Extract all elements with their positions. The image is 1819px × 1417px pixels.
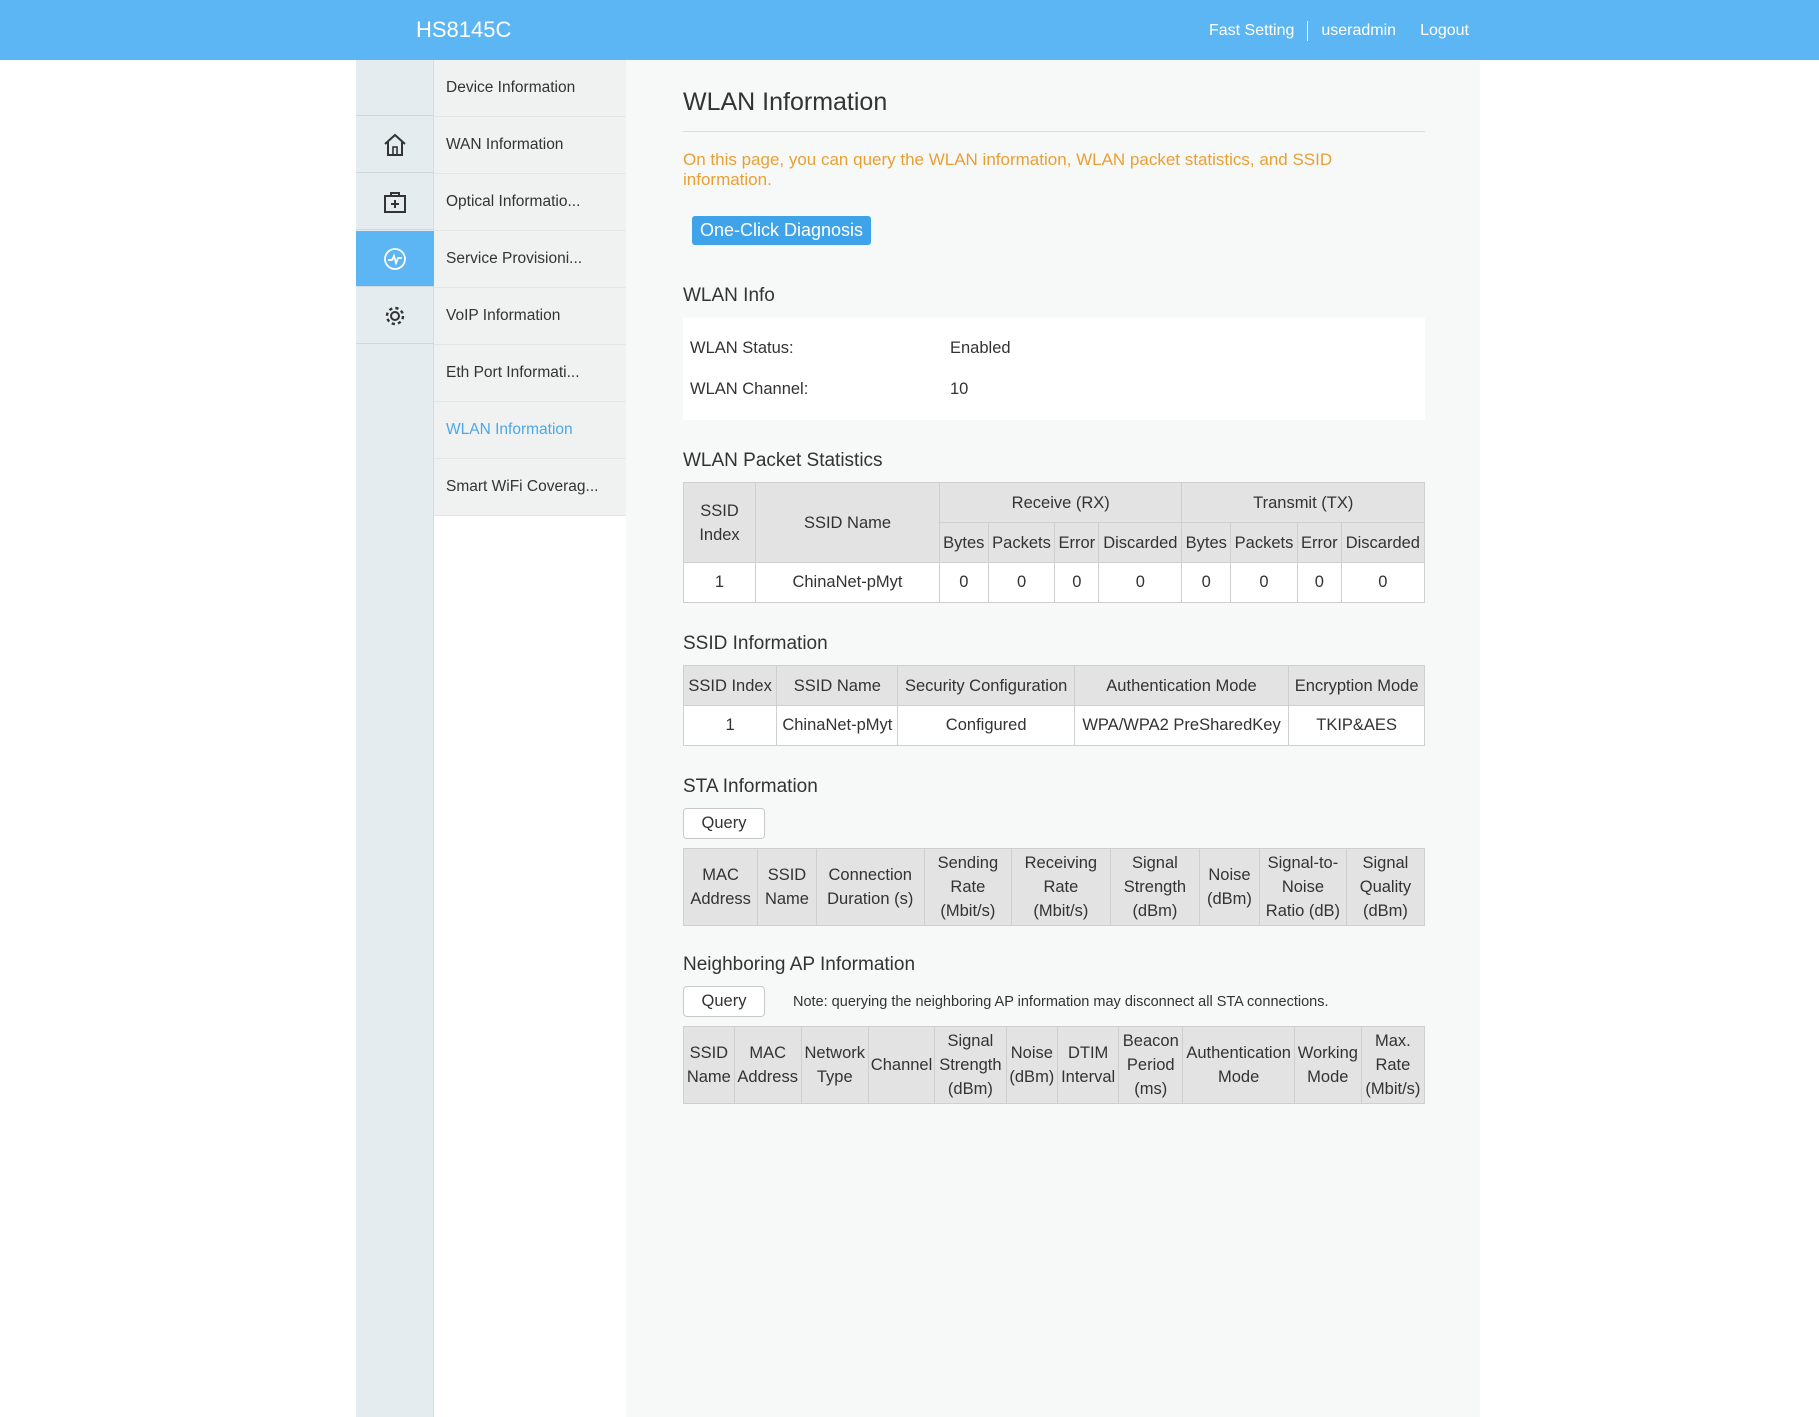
divider	[683, 131, 1425, 132]
neighbor-note: Note: querying the neighboring AP information may disconnect all STA connections.	[793, 993, 1329, 1010]
top-links	[1209, 21, 1469, 41]
col-snr: Signal-to-Noise Ratio (dB)	[1260, 849, 1347, 926]
divider	[1307, 21, 1308, 41]
gear-icon[interactable]	[356, 288, 434, 344]
packet-stats-table	[683, 482, 1425, 603]
wlan-channel-label: WLAN Channel:	[690, 380, 809, 398]
menu-optical-information[interactable]: Optical Informatio...	[434, 174, 626, 231]
col-mac-address: MAC Address	[734, 1027, 801, 1104]
col-ssid-name: SSID Name	[777, 666, 898, 706]
col-security-configuration: Security Configuration	[898, 666, 1074, 706]
col-tx-discarded: Discarded	[1341, 523, 1424, 563]
neighbor-query-button[interactable]: Query	[683, 986, 765, 1017]
table-row: 1 ChinaNet-pMyt Configured WPA/WPA2 PreSharedKey TKIP&AES	[684, 706, 1425, 746]
col-noise: Noise (dBm)	[1006, 1027, 1058, 1104]
col-beacon-period: Beacon Period (ms)	[1119, 1027, 1183, 1104]
col-noise: Noise (dBm)	[1199, 849, 1259, 926]
col-max-rate: Max. Rate (Mbit/s)	[1361, 1027, 1424, 1104]
menu-wan-information[interactable]: WAN Information	[434, 117, 626, 174]
col-signal-quality: Signal Quality (dBm)	[1346, 849, 1424, 926]
packet-stats-title: WLAN Packet Statistics	[683, 450, 883, 471]
col-ssid-index: SSID Index	[684, 666, 777, 706]
medical-kit-icon[interactable]	[356, 174, 434, 230]
wlan-info-title: WLAN Info	[683, 285, 775, 306]
neighbor-info-title: Neighboring AP Information	[683, 954, 916, 975]
sub-menu	[434, 60, 626, 516]
col-rx-bytes: Bytes	[940, 523, 989, 563]
menu-eth-port-information[interactable]: Eth Port Informati...	[434, 345, 626, 402]
sta-info-title: STA Information	[683, 776, 818, 797]
wlan-status-label: WLAN Status:	[690, 339, 794, 357]
menu-service-provisioning[interactable]: Service Provisioni...	[434, 231, 626, 288]
neighbor-info-table	[683, 1026, 1425, 1104]
col-receive: Receive (RX)	[940, 483, 1182, 523]
icon-sidebar	[356, 60, 434, 1417]
wlan-status-value: Enabled	[950, 339, 1011, 357]
status-monitor-icon[interactable]	[356, 231, 434, 287]
col-ssid-name: SSID Name	[684, 1027, 735, 1104]
brand-title: HS8145C	[416, 17, 512, 42]
wlan-info-box	[683, 318, 1425, 420]
menu-device-information[interactable]: Device Information	[434, 60, 626, 117]
col-signal-strength: Signal Strength (dBm)	[1110, 849, 1199, 926]
user-link[interactable]: useradmin	[1321, 22, 1397, 39]
col-tx-bytes: Bytes	[1182, 523, 1231, 563]
main-content	[683, 60, 1425, 1104]
col-encryption-mode: Encryption Mode	[1289, 666, 1425, 706]
ssid-info-table	[683, 665, 1425, 746]
page-title: WLAN Information	[683, 88, 888, 116]
col-connection-duration: Connection Duration (s)	[816, 849, 924, 926]
home-icon[interactable]	[356, 117, 434, 173]
ssid-info-title: SSID Information	[683, 633, 828, 654]
col-rx-discarded: Discarded	[1099, 523, 1182, 563]
col-network-type: Network Type	[801, 1027, 868, 1104]
col-rx-packets: Packets	[988, 523, 1055, 563]
menu-wlan-information[interactable]: WLAN Information	[434, 402, 626, 459]
sta-info-table	[683, 848, 1425, 926]
col-rx-error: Error	[1055, 523, 1099, 563]
col-tx-packets: Packets	[1231, 523, 1298, 563]
logout-link[interactable]: Logout	[1420, 22, 1469, 39]
col-authentication-mode: Authentication Mode	[1183, 1027, 1294, 1104]
col-receiving-rate: Receiving Rate (Mbit/s)	[1011, 849, 1110, 926]
col-signal-strength: Signal Strength (dBm)	[935, 1027, 1006, 1104]
page-intro: On this page, you can query the WLAN information, WLAN packet statistics, and SSID information.	[683, 150, 1333, 189]
wlan-channel-value: 10	[950, 380, 969, 398]
fast-setting-link[interactable]: Fast Setting	[1208, 22, 1295, 39]
col-tx-error: Error	[1297, 523, 1341, 563]
sta-query-button[interactable]: Query	[683, 808, 765, 839]
col-transmit: Transmit (TX)	[1182, 483, 1425, 523]
col-sending-rate: Sending Rate (Mbit/s)	[924, 849, 1011, 926]
one-click-diagnosis-button[interactable]: One-Click Diagnosis	[692, 216, 871, 245]
col-authentication-mode: Authentication Mode	[1074, 666, 1288, 706]
col-ssid-name: SSID Name	[756, 483, 940, 563]
menu-smart-wifi-coverage[interactable]: Smart WiFi Coverag...	[434, 459, 626, 516]
table-row: 1 ChinaNet-pMyt 0 0 0 0 0 0 0 0	[684, 563, 1425, 603]
col-ssid-name: SSID Name	[758, 849, 816, 926]
col-channel: Channel	[868, 1027, 934, 1104]
col-mac-address: MAC Address	[684, 849, 758, 926]
col-dtim-interval: DTIM Interval	[1058, 1027, 1119, 1104]
top-bar	[0, 0, 1819, 60]
col-working-mode: Working Mode	[1294, 1027, 1361, 1104]
col-ssid-index: SSID Index	[684, 483, 756, 563]
menu-voip-information[interactable]: VoIP Information	[434, 288, 626, 345]
